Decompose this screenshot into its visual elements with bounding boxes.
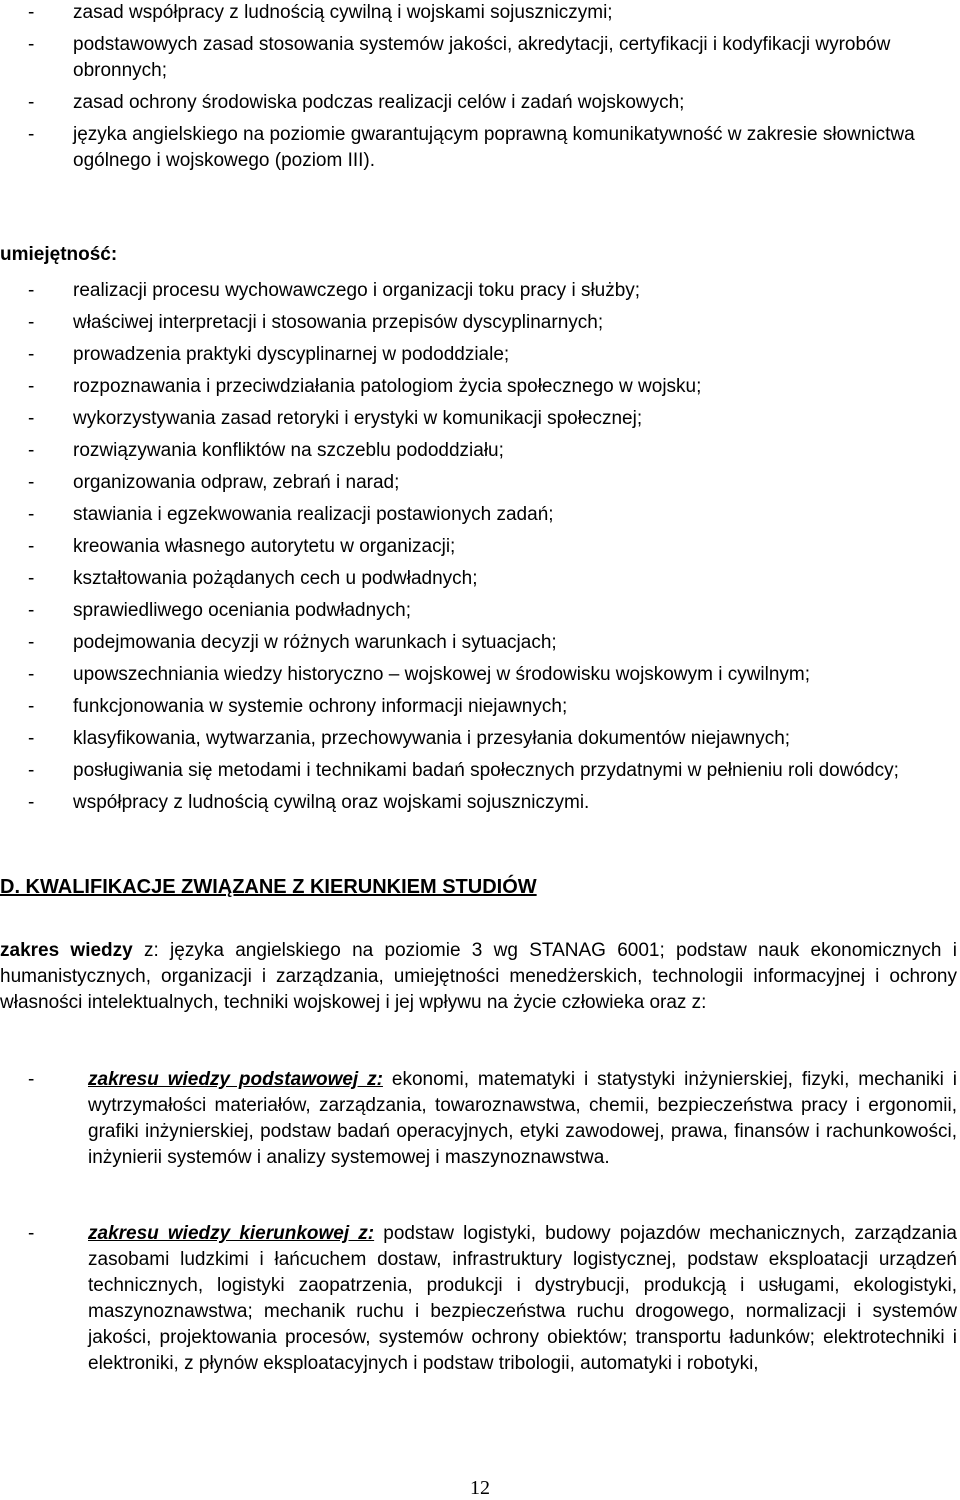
list-dash: - [28,760,35,781]
list-dash: - [28,34,35,55]
list-item [0,726,960,752]
list-dash: - [28,376,35,397]
list-item [0,790,960,816]
list-item-text: posługiwania się metodami i technikami badań społecznych przydatnymi w pełnieniu roli dowódcy; [73,760,899,781]
list-item [0,534,960,560]
skills-list [0,278,960,816]
list-item [0,470,960,496]
list-dash: - [28,440,35,461]
major-knowledge-text: podstaw logistyki, budowy pojazdów mechanicznych, zarządzania zasobami ludzkimi i łańcuchem dostaw, infrastruktury logistycznej, podstaw eksploatacji urządzeń technicznych, logistyki zaopatrzenia, produkcji i dystrybucji, produkcją i usługami, ekologistyki, maszynoznawstwa; mechanik ruchu i bezpieczeństwa ruchu drogowego, normalizacji i systemów jakości, projektowania procesów, systemów ochrony obiektów; transportu ładunków; elektrotechniki i elektroniki, z płynów eksploatacyjnych i podstaw tribologii, automatyki i robotyki, [88,1223,957,1374]
list-item-text: wykorzystywania zasad retoryki i erystyki w komunikacji społecznej; [73,408,643,429]
list-item-text: języka angielskiego na poziomie gwarantującym poprawną komunikatywność w zakresie słownictwa ogólnego i wojskowego (poziom III). [73,124,915,171]
skills-heading: umiejętność: [0,244,118,265]
list-item-text: podstawowych zasad stosowania systemów jakości, akredytacji, certyfikacji i kodyfikacji wyrobów obronnych; [73,34,891,81]
list-item-text: podejmowania decyzji w różnych warunkach i sytuacjach; [73,632,557,653]
list-item-text: sprawiedliwego oceniania podwładnych; [73,600,411,621]
list-dash: - [28,792,35,813]
section-title: D. KWALIFIKACJE ZWIĄZANE Z KIERUNKIEM STUDIÓW [0,876,537,898]
list-item [0,374,960,400]
scope-text: z: języka angielskiego na poziomie 3 wg STANAG 6001; podstaw nauk ekonomicznych i humanistycznych, organizacji i zarządzania, umiejętności menedżerskich, technologii informacyjnej i ochrony własności intelektualnych, techniki wojskowej i jej wpływu na życie człowieka oraz z: [0,940,957,1013]
list-item [0,342,960,368]
list-item-text: organizowania odpraw, zebrań i narad; [73,472,400,493]
list-item [0,438,960,464]
list-dash: - [28,568,35,589]
basic-knowledge-label: zakresu wiedzy podstawowej z: [88,1069,383,1090]
list-item-text: właściwej interpretacji i stosowania przepisów dyscyplinarnych; [73,312,604,333]
list-dash: - [28,344,35,365]
major-knowledge-item [0,1221,957,1377]
list-item-text: kreowania własnego autorytetu w organizacji; [73,536,456,557]
list-item [0,598,960,624]
list-dash: - [28,632,35,653]
list-item-text: zasad ochrony środowiska podczas realizacji celów i zadań wojskowych; [73,92,685,113]
list-dash: - [28,1223,35,1244]
list-dash: - [28,312,35,333]
list-item-text: funkcjonowania w systemie ochrony informacji niejawnych; [73,696,568,717]
list-item-text: prowadzenia praktyki dyscyplinarnej w pododdziale; [73,344,510,365]
list-item [0,694,960,720]
list-item [0,566,960,592]
list-item [0,310,960,336]
list-dash: - [28,280,35,301]
list-item [0,758,960,784]
basic-knowledge-text: ekonomi, matematyki i statystyki inżynierskiej, fizyki, mechaniki i wytrzymałości materiałów, zarządzania, towaroznawstwa, chemii, bezpieczeństwa pracy i ergonomii, grafiki inżynierskiej, podstaw badań operacyjnych, etyki zawodowej, prawa, finansów i rachunkowości, inżynierii systemów i analizy systemowej i maszynoznawstwa. [88,1069,957,1168]
list-item [0,406,960,432]
list-item-text: współpracy z ludnością cywilną oraz wojskami sojuszniczymi. [73,792,590,813]
list-item [0,32,960,84]
major-knowledge-label: zakresu wiedzy kierunkowej z: [88,1223,375,1244]
list-item-text: rozpoznawania i przeciwdziałania patologiom życia społecznego w wojsku; [73,376,702,397]
list-item [0,630,960,656]
scope-paragraph [0,938,957,1016]
list-item-text: upowszechniania wiedzy historyczno – wojskowej w środowisku wojskowym i cywilnym; [73,664,811,685]
list-item-text: kształtowania pożądanych cech u podwładnych; [73,568,478,589]
list-dash: - [28,1069,35,1090]
list-dash: - [28,696,35,717]
list-item-text: klasyfikowania, wytwarzania, przechowywania i przesyłania dokumentów niejawnych; [73,728,791,749]
list-item [0,502,960,528]
list-item-text: realizacji procesu wychowawczego i organizacji toku pracy i służby; [73,280,641,301]
list-dash: - [28,472,35,493]
knowledge-list [0,0,960,174]
scope-label: zakres wiedzy [0,940,133,961]
list-item [0,122,960,174]
basic-knowledge-item [0,1067,957,1171]
list-item-text: stawiania i egzekwowania realizacji postawionych zadań; [73,504,554,525]
list-item-text: zasad współpracy z ludnością cywilną i wojskami sojuszniczymi; [73,2,613,23]
page-number: 12 [470,1477,490,1499]
list-dash: - [28,2,35,23]
list-item [0,662,960,688]
list-dash: - [28,124,35,145]
list-dash: - [28,664,35,685]
list-item [0,0,960,26]
list-item-text: rozwiązywania konfliktów na szczeblu pododdziału; [73,440,504,461]
list-dash: - [28,728,35,749]
list-dash: - [28,600,35,621]
list-dash: - [28,408,35,429]
list-dash: - [28,504,35,525]
list-dash: - [28,536,35,557]
list-dash: - [28,92,35,113]
list-item [0,278,960,304]
list-item [0,90,960,116]
